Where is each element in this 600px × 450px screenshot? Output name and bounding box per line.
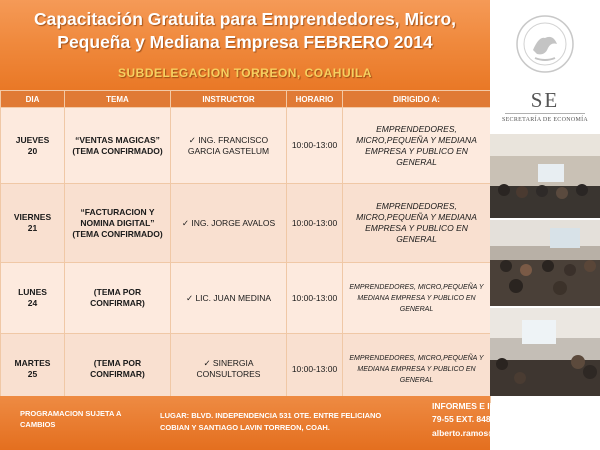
- instructor-line: GARCIA GASTELUM: [187, 145, 270, 156]
- instructor-line: ✓ SINERGIA: [203, 358, 254, 368]
- subtitle: SUBDELEGACION TORREON, COAHUILA: [118, 66, 372, 80]
- cell-dia: [1, 108, 65, 184]
- logo-divider: [505, 113, 585, 114]
- instructor-line: CONSULTORES: [196, 369, 261, 379]
- lugar-address: [160, 410, 430, 434]
- day-number: 20: [27, 145, 38, 156]
- header-dirigido: DIRIGIDO A:: [343, 91, 491, 108]
- instructor-line: ✓ LIC. JUAN MEDINA: [185, 292, 272, 303]
- cell-dirigido: EMPRENDEDORES, MICRO,PEQUEÑA Y MEDIANA EMPRESA Y PUBLICO EN GENERAL: [343, 263, 491, 334]
- tema-line: NOMINA DIGITAL”: [80, 217, 155, 228]
- cell-dia: [1, 263, 65, 334]
- cell-tema: [65, 263, 171, 334]
- header-tema: TEMA: [65, 91, 171, 108]
- table-row: [1, 108, 491, 184]
- header-instructor: INSTRUCTOR: [171, 91, 287, 108]
- cell-dirigido: EMPRENDEDORES, MICRO,PEQUEÑA Y MEDIANA EMPRESA Y PUBLICO EN GENERAL: [343, 184, 491, 263]
- programacion-note: [20, 408, 140, 430]
- secretaria-label: SECRETARÍA DE ECONOMÍA: [501, 117, 589, 123]
- cell-horario: 10:00-13:00: [287, 108, 343, 184]
- table-row: [1, 184, 491, 263]
- day-name: LUNES: [18, 287, 47, 297]
- classroom-photo-1: [490, 134, 600, 218]
- cell-dirigido: EMPRENDEDORES, MICRO,PEQUEÑA Y MEDIANA EMPRESA Y PUBLICO EN GENERAL: [343, 334, 491, 405]
- title-line-1: Capacitación Gratuita para Emprendedores, Micro,: [33, 9, 457, 29]
- day-name: MARTES: [14, 358, 51, 368]
- cell-instructor: [171, 334, 287, 405]
- day-name: JUEVES: [15, 134, 50, 145]
- tema-line: CONFIRMAR): [90, 369, 145, 379]
- cell-horario: 10:00-13:00: [287, 263, 343, 334]
- instructor-line: ✓ ING. FRANCISCO: [188, 134, 269, 145]
- programacion-line: PROGRAMACION SUJETA A: [20, 409, 122, 418]
- classroom-photo-3: [490, 308, 600, 396]
- day-name: VIERNES: [13, 212, 52, 222]
- cell-tema: [65, 184, 171, 263]
- table-header-row: [1, 91, 491, 108]
- cell-tema: [65, 334, 171, 405]
- informes-line: 79-55 EXT. 84808, 84802: [432, 414, 529, 424]
- table-row: [1, 263, 491, 334]
- informes-line: INFORMES E INSCRIPCIONES 731-: [432, 401, 574, 411]
- tema-line: (TEMA POR: [93, 358, 142, 368]
- page-title: [0, 8, 490, 54]
- lugar-line: LUGAR: BLVD. INDEPENDENCIA 531 OTE. ENTRE FELICIANO: [160, 411, 382, 420]
- tema-line: (TEMA CONFIRMADO): [72, 228, 163, 239]
- tema-line: (TEMA CONFIRMADO): [72, 145, 163, 156]
- cell-tema: [65, 108, 171, 184]
- table-row: [1, 334, 491, 405]
- classroom-photo-2: [490, 220, 600, 306]
- tema-line: “VENTAS MAGICAS”: [75, 134, 160, 145]
- header-horario: HORARIO: [287, 91, 343, 108]
- cell-horario: 10:00-13:00: [287, 334, 343, 405]
- contact-email[interactable]: alberto.ramos@economia.gob.mx: [432, 428, 569, 438]
- informes-inscripciones: [432, 400, 597, 426]
- tema-line: CONFIRMAR): [90, 298, 145, 308]
- cell-dirigido: EMPRENDEDORES, MICRO,PEQUEÑA Y MEDIANA EMPRESA Y PUBLICO EN GENERAL: [343, 108, 491, 184]
- day-number: 25: [27, 369, 38, 379]
- cell-dia: [1, 184, 65, 263]
- day-number: 24: [27, 298, 38, 308]
- mexican-eagle-seal-icon: [515, 14, 575, 74]
- schedule-table: [0, 90, 491, 405]
- se-logo: SE: [530, 88, 560, 112]
- day-number: 21: [27, 223, 38, 233]
- header-dia: DIA: [1, 91, 65, 108]
- cell-instructor: [171, 263, 287, 334]
- programacion-line: CAMBIOS: [20, 420, 56, 429]
- title-line-2: Pequeña y Mediana Empresa FEBRERO 2014: [57, 32, 433, 52]
- lugar-line: COBIAN Y SANTIAGO LAVIN TORREON, COAH.: [160, 423, 330, 432]
- tema-line: (TEMA POR: [93, 287, 142, 297]
- instructor-line: ✓ ING. JORGE AVALOS: [181, 217, 276, 228]
- cell-dia: [1, 334, 65, 405]
- cell-instructor: [171, 184, 287, 263]
- tema-line: “FACTURACION Y: [80, 206, 155, 217]
- cell-horario: 10:00-13:00: [287, 184, 343, 263]
- cell-instructor: [171, 108, 287, 184]
